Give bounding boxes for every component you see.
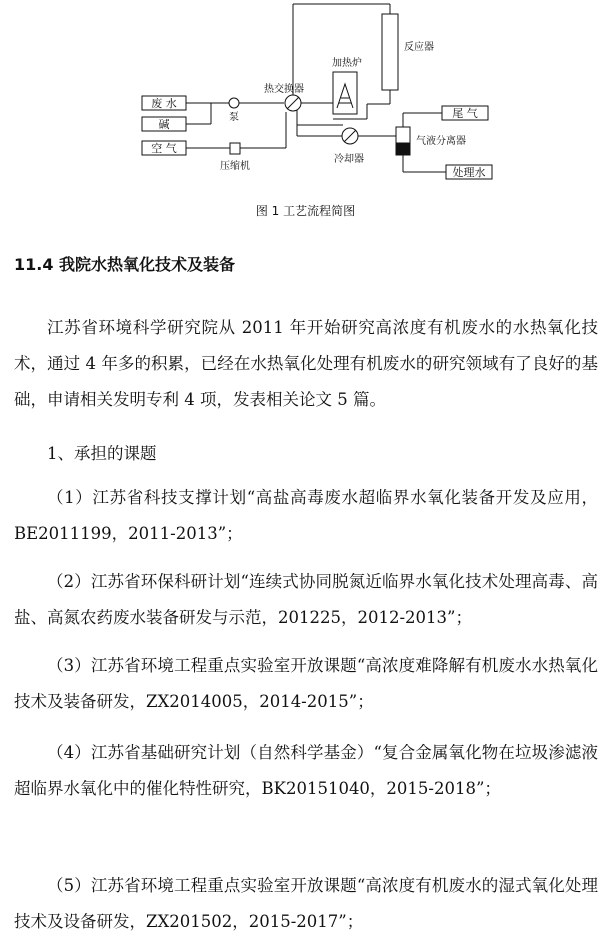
project-item-2: （2）江苏省环保科研计划“连续式协同脱氮近临界水氧化技术处理高毒、高盐、高氮农药废水装备研发与示范，201225，2012-2013”；	[14, 572, 598, 627]
subheading: 1、承担的课题	[47, 444, 157, 463]
pump-label: 泵	[229, 112, 239, 123]
air-label: 空 气	[151, 142, 177, 155]
compressor-label: 压缩机	[220, 161, 250, 172]
waste-water-label: 废 水	[151, 97, 177, 110]
pump	[229, 98, 239, 108]
project-item-3: （3）江苏省环境工程重点实验室开放课题“高浓度难降解有机废水水热氧化技术及装备研发，ZX2014005，2014-2015”；	[14, 656, 598, 711]
project-item-1: （1）江苏省科技支撑计划“高盐高毒废水超临界水氧化装备开发及应用，BE2011199，2011-2013”；	[14, 488, 598, 543]
project-item-4: （4）江苏省基础研究计划（自然科学基金）“复合金属氧化物在垃圾渗滤液超临界水氧化中的催化特性研究，BK20151040，2015-2018”；	[14, 743, 598, 798]
alkali-label: 碱	[158, 118, 170, 131]
figure-caption: 图 1 工艺流程简图	[255, 204, 356, 218]
cooler-label: 冷却器	[334, 154, 364, 165]
project-item-5: （5）江苏省环境工程重点实验室开放课题“高浓度有机废水的湿式氧化处理技术及设备研发，ZX201502，2015-2017”；	[14, 876, 598, 931]
reactor-label: 反应器	[404, 42, 434, 53]
treated-water-label: 处理水	[452, 166, 486, 179]
intro-paragraph: 江苏省环境科学研究院从 2011 年开始研究高浓度有机废水的水热氧化技术，通过 4 年多的积累，已经在水热氧化处理有机废水的研究领域有了良好的基础，申请相关发明专利 4 项，发表相关论文 5 篇。	[14, 318, 598, 409]
heat-exchanger-label: 热交换器	[264, 84, 304, 95]
tail-gas-label: 尾 气	[452, 107, 478, 120]
section-heading: 11.4 我院水热氧化技术及装备	[14, 255, 236, 274]
compressor	[230, 143, 240, 154]
heater-label: 加热炉	[332, 58, 362, 69]
reactor	[382, 14, 398, 90]
separator-label: 气液分离器	[416, 136, 466, 147]
process-flow-diagram	[0, 0, 611, 200]
